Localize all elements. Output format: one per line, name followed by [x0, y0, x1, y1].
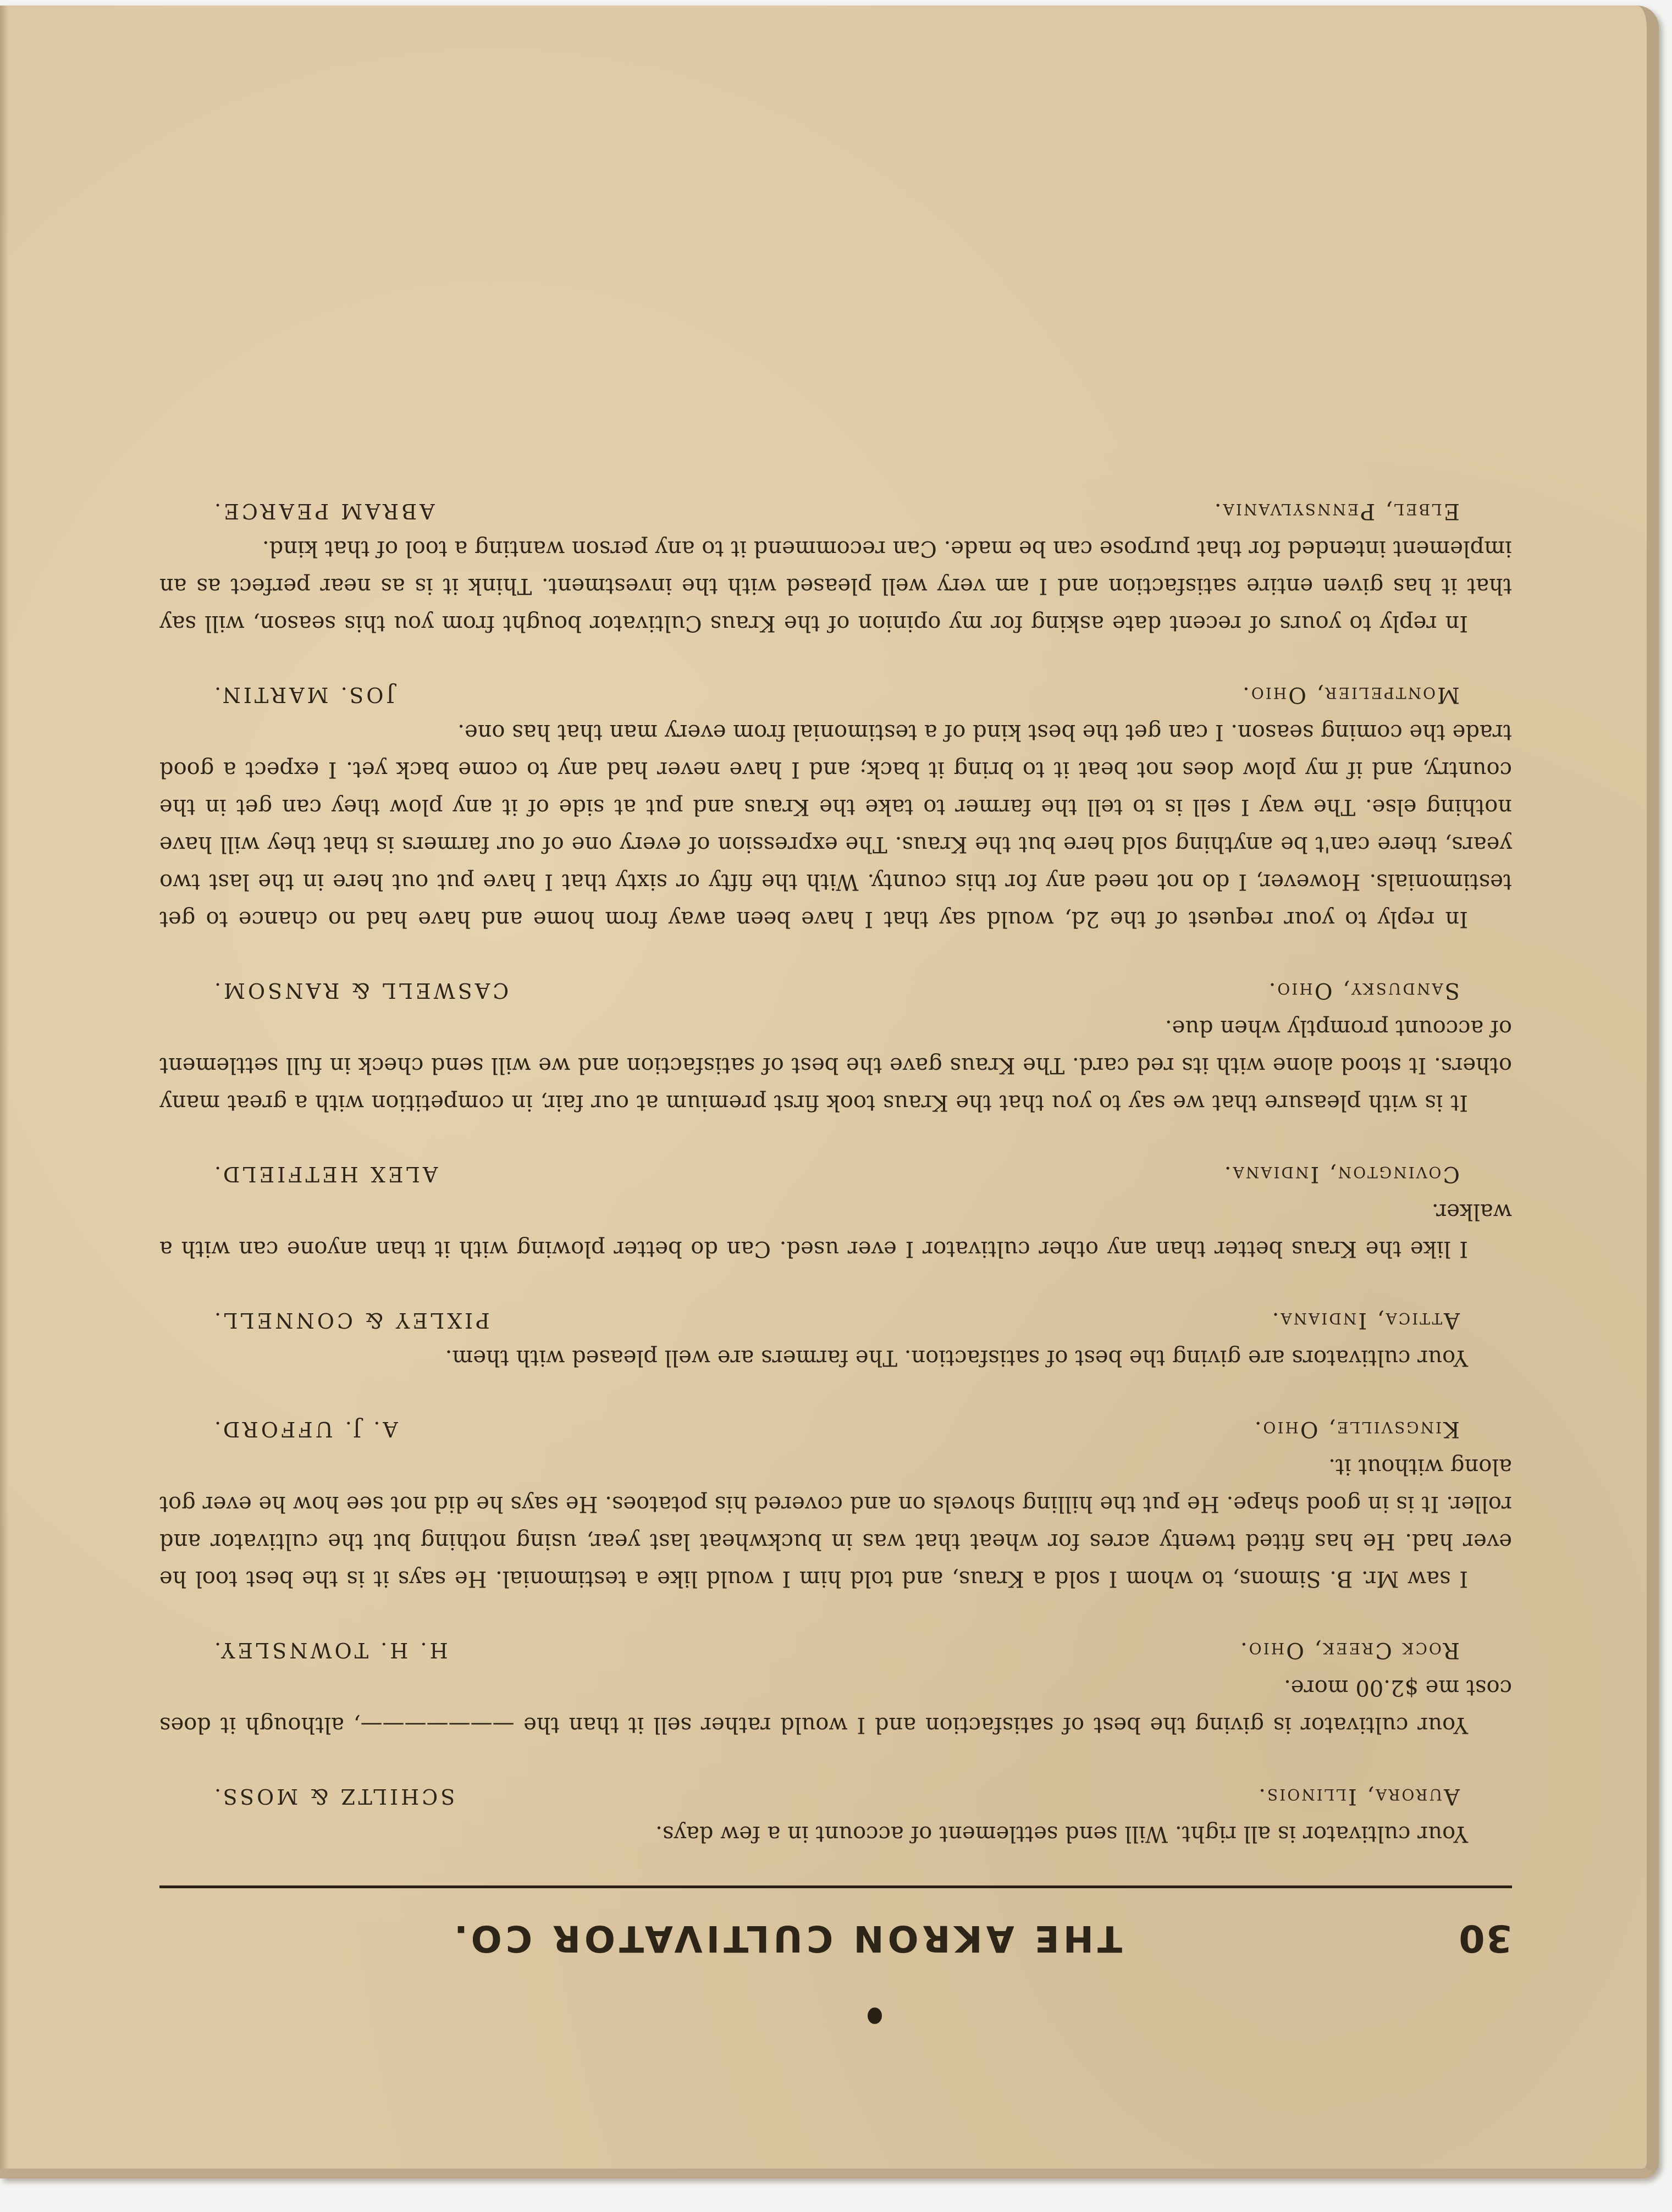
testimonial-location: Covington, Indiana. [1222, 1162, 1460, 1187]
book-page [0, 5, 1659, 2178]
page-number: 30 [1458, 1916, 1512, 1960]
testimonial-signature [159, 972, 1512, 1009]
page-content-upside-down [0, 5, 1647, 2169]
testimonial-author: ABRAM PEARCE. [212, 499, 435, 523]
testimonial-4 [159, 1302, 1512, 1376]
testimonial-5 [159, 1155, 1512, 1268]
testimonial-location: Aurora, Illinois. [1257, 1784, 1460, 1809]
testimonial-signature [159, 676, 1512, 714]
testimonial-text: It is with pleasure that we say to you that the Kraus took first premium at our fair, in competition with a great many others. It stood alone with its red card. The Kraus gave the best of satisfaction and we will send check in full settlement of account promptly when due. [159, 1015, 1512, 1115]
testimonial-6 [159, 972, 1512, 1121]
testimonial-3 [159, 1411, 1512, 1597]
testimonial-list [159, 493, 1512, 1852]
testimonial-text: Your cultivator is all right. Will send settlement of account in a few days. [655, 1821, 1468, 1846]
testimonial-signature [159, 493, 1512, 530]
testimonial-text: I saw Mr. B. Simons, to whom I sold a Kraus, and told him I would like a testimonial. He says it is the best tool he ever had. He has fitted twenty acres for wheat that was in buckwheat last year, using nothing but the cultivator and roller. It is in good shape. He put the hilling shovels on and covered his potatoes. He says he did not see how he ever got along without it. [159, 1454, 1512, 1591]
testimonial-location: Attica, Indiana. [1270, 1308, 1460, 1333]
testimonial-location: Sandusky, Ohio. [1267, 978, 1460, 1003]
testimonial-signature [159, 1632, 1512, 1669]
testimonial-text: Your cultivator is giving the best of satisfaction and I would rather sell it than the ———————, although it does cost me $2.00 more. [159, 1675, 1512, 1738]
testimonial-text: I like the Kraus better than any other cultivator I ever used. Can do better plowing with it than anyone can with a walker. [159, 1199, 1512, 1262]
testimonial-signature [159, 1411, 1512, 1448]
testimonial-2 [159, 1632, 1512, 1744]
testimonial-signature [159, 1302, 1512, 1339]
testimonial-text: Your cultivators are giving the best of satisfaction. The farmers are well pleased with them. [445, 1345, 1468, 1370]
testimonial-signature [159, 1155, 1512, 1193]
testimonial-author: A. J. UFFORD. [212, 1417, 398, 1441]
testimonial-location: Rock Creek, Ohio. [1239, 1638, 1460, 1663]
testimonial-1 [159, 1778, 1512, 1852]
company-name: THE AKRON CULTIVATOR CO. [450, 1917, 1123, 1960]
testimonial-author: H. H. TOWNSLEY. [212, 1638, 448, 1662]
page-text-block [159, 458, 1512, 1971]
testimonial-author: PIXLEY & CONNELL. [212, 1308, 490, 1332]
testimonial-signature [159, 1778, 1512, 1815]
testimonial-location: Montpelier, Ohio. [1241, 682, 1460, 707]
testimonial-author: JOS. MARTIN. [212, 683, 395, 707]
testimonial-author: CASWELL & RANSOM. [212, 978, 509, 1003]
testimonial-author: ALEX HETFIELD. [212, 1162, 438, 1186]
testimonial-8 [159, 493, 1512, 642]
testimonial-location: Elbel, Pennsylvania. [1212, 499, 1460, 524]
testimonial-text: In reply to yours of recent date asking for my opinion of the Kraus Cultivator bought from you this season, will say that it has given entire satisfaction and I am very well pleased with the investment. Think it is as near perfect as an implement intended for that purpose can be made. Can recommend it to any person wanting a tool of that kind. [159, 536, 1512, 636]
testimonial-text: In reply to your request of the 2d, would say that I have been away from home and have had no chance to get testimonials. However, I do not need any for this county. With the fifty or sixty that I have put out here in the last two years, there can't be anything sold here but the Kraus. The expression of every one of our farmers is that they will have nothing else. The way I sell is to tell the farmer to take the Kraus and put at side of it any plow they can get in the country, and if my plow does not beat it to bring it back; and I have never had any to come back yet. I expect a good trade the coming season. I can get the best kind of a testimonial from every man that has one. [159, 720, 1512, 932]
testimonial-author: SCHILTZ & MOSS. [212, 1784, 455, 1809]
testimonial-7 [159, 676, 1512, 938]
testimonial-location: Kingsville, Ohio. [1252, 1417, 1460, 1442]
running-header [159, 1885, 1512, 1971]
